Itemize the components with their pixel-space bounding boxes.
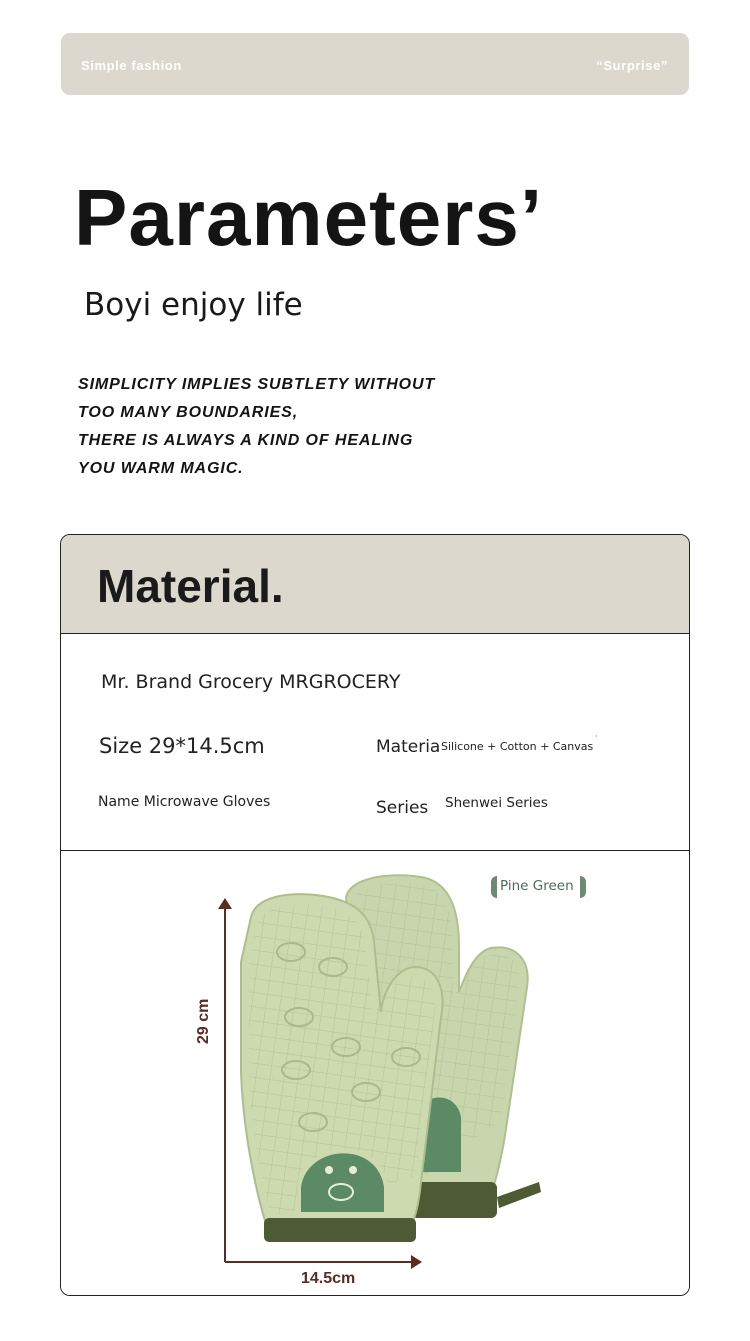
color-tag-label: Pine Green (500, 878, 574, 894)
series-value: Shenwei Series (445, 795, 548, 811)
material-card (60, 534, 690, 1296)
materia-label: Materia (376, 737, 441, 757)
spec-table (61, 634, 689, 851)
materia-value: Silicone + Cotton + Canvas (441, 740, 594, 753)
quote-line: SIMPLICITY IMPLIES SUBTLETY WITHOUT (78, 376, 436, 393)
banner-right-text: “Surprise” (596, 58, 668, 73)
quote-line: THERE IS ALWAYS A KIND OF HEALING (78, 432, 414, 449)
glove-illustration (61, 852, 689, 1296)
page-title: Parameters’ (74, 173, 544, 262)
top-banner (61, 33, 689, 95)
size-text: Size 29*14.5cm (99, 734, 265, 758)
quote-line: TOO MANY BOUNDARIES, (78, 404, 299, 421)
quote-line: YOU WARM MAGIC. (78, 460, 244, 477)
series-label: Series (376, 798, 429, 818)
height-dimension (218, 898, 232, 1262)
materia-mark: · (595, 732, 598, 741)
banner-left-text: Simple fashion (81, 58, 182, 73)
width-label: 14.5cm (301, 1270, 356, 1287)
product-photo (61, 852, 689, 1296)
width-dimension (225, 1255, 422, 1269)
page-subtitle: Boyi enjoy life (84, 287, 303, 323)
quote-block (78, 371, 508, 483)
brand-text: Mr. Brand Grocery MRGROCERY (101, 671, 401, 693)
material-heading: Material. (97, 560, 284, 612)
name-text: Name Microwave Gloves (98, 794, 271, 810)
height-label: 29 cm (195, 998, 212, 1044)
material-header (61, 535, 689, 634)
